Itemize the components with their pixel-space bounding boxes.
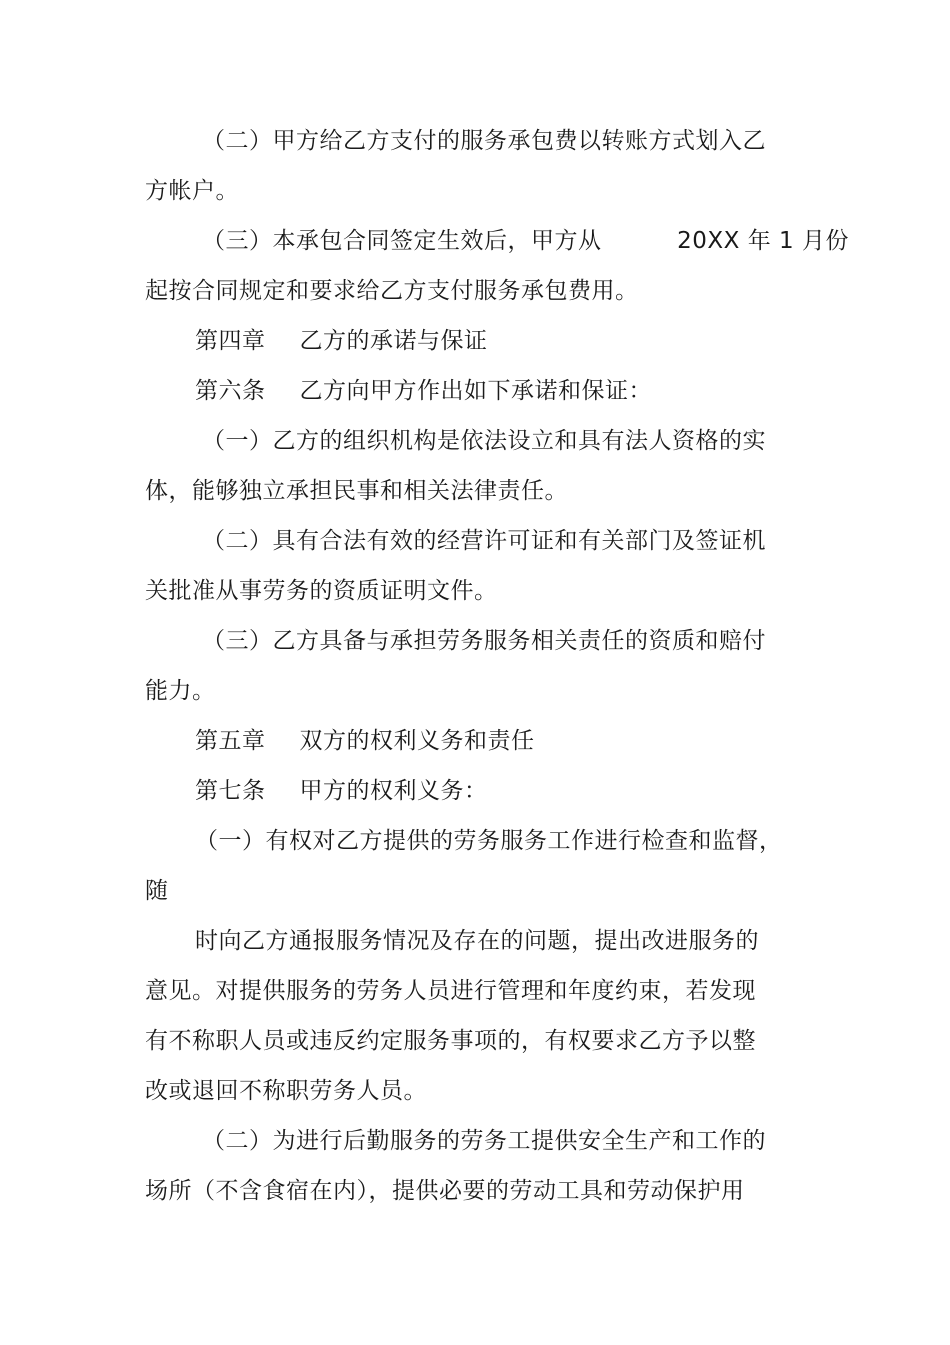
chapter-title: 双方的权利义务和责任 bbox=[299, 728, 535, 754]
text-line: （三）本承包合同签定生效后，甲方从 bbox=[202, 228, 602, 254]
text-line: （三）乙方具备与承担劳务服务相关责任的资质和赔付 bbox=[202, 628, 766, 654]
month-number: 1 bbox=[779, 228, 795, 254]
year-text: 20XX bbox=[677, 228, 740, 254]
paragraph-line bbox=[195, 926, 759, 956]
text-line: 月份 bbox=[801, 228, 849, 254]
paragraph-line bbox=[145, 876, 169, 906]
paragraph-line bbox=[145, 976, 756, 1006]
text-line: 改或退回不称职劳务人员。 bbox=[145, 1078, 427, 1104]
text-line: 体，能够独立承担民事和相关法律责任。 bbox=[145, 478, 568, 504]
text-line: 随 bbox=[145, 878, 169, 904]
paragraph-line bbox=[202, 1126, 766, 1156]
paragraph-line bbox=[202, 426, 766, 456]
paragraph-line bbox=[145, 576, 498, 606]
chapter-number: 第五章 bbox=[195, 728, 266, 754]
paragraph-line bbox=[145, 676, 216, 706]
text-line: （一）有权对乙方提供的劳务服务工作进行检查和监督， bbox=[195, 828, 783, 854]
text-line: （一）乙方的组织机构是依法设立和具有法人资格的实 bbox=[202, 428, 766, 454]
chapter-title: 乙方的承诺与保证 bbox=[299, 328, 488, 354]
paragraph-line bbox=[202, 626, 766, 656]
paragraph-line bbox=[202, 526, 766, 556]
chapter-number: 第四章 bbox=[195, 328, 266, 354]
paragraph-line bbox=[145, 176, 239, 206]
chapter-heading bbox=[195, 326, 488, 356]
article-heading bbox=[195, 376, 652, 406]
paragraph-line bbox=[145, 476, 568, 506]
article-number: 第六条 bbox=[195, 378, 266, 404]
text-line: 有不称职人员或违反约定服务事项的，有权要求乙方予以整 bbox=[145, 1028, 756, 1054]
article-title: 乙方向甲方作出如下承诺和保证： bbox=[299, 378, 652, 404]
text-line: （二）为进行后勤服务的劳务工提供安全生产和工作的 bbox=[202, 1128, 766, 1154]
text-line: （二）具有合法有效的经营许可证和有关部门及签证机 bbox=[202, 528, 766, 554]
article-heading bbox=[195, 776, 488, 806]
paragraph-line bbox=[145, 1176, 745, 1206]
text-line: 起按合同规定和要求给乙方支付服务承包费用。 bbox=[145, 278, 639, 304]
text-line: 关批准从事劳务的资质证明文件。 bbox=[145, 578, 498, 604]
article-number: 第七条 bbox=[195, 778, 266, 804]
text-line: 能力。 bbox=[145, 678, 216, 704]
text-line: 时向乙方通报服务情况及存在的问题，提出改进服务的 bbox=[195, 928, 759, 954]
article-title: 甲方的权利义务： bbox=[299, 778, 488, 804]
paragraph-line bbox=[202, 226, 849, 256]
chapter-heading bbox=[195, 726, 535, 756]
paragraph-line bbox=[195, 826, 783, 856]
paragraph-line bbox=[145, 1076, 427, 1106]
text-line: 场所（不含食宿在内），提供必要的劳动工具和劳动保护用 bbox=[145, 1178, 745, 1204]
text-line: 方帐户。 bbox=[145, 178, 239, 204]
paragraph-line bbox=[145, 276, 639, 306]
text-line: 意见。对提供服务的劳务人员进行管理和年度约束，若发现 bbox=[145, 978, 756, 1004]
text-line: 年 bbox=[747, 228, 772, 254]
paragraph-line bbox=[145, 1026, 756, 1056]
text-line: （二）甲方给乙方支付的服务承包费以转账方式划入乙 bbox=[202, 128, 766, 154]
paragraph-line bbox=[202, 126, 766, 156]
